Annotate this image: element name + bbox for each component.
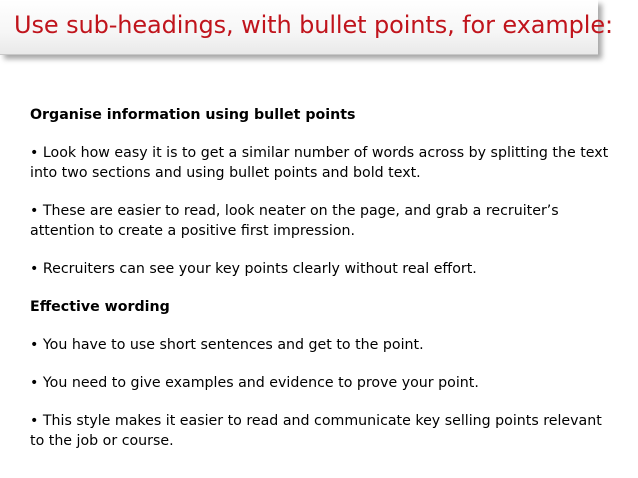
slide-body	[30, 105, 615, 451]
title-bar	[0, 0, 613, 55]
bullet-item: • These are easier to read, look neater on the page, and grab a recruiter’s attention to create a positive first impression.	[30, 203, 559, 239]
bullet-item: • This style makes it easier to read and communicate key selling points relevant to the job or course.	[30, 413, 602, 449]
bullet-item: • You have to use short sentences and get to the point.	[30, 337, 424, 353]
bullet-item: • Recruiters can see your key points clearly without real effort.	[30, 261, 477, 277]
section-heading-organise: Organise information using bullet points	[30, 107, 356, 123]
bullet-item: • You need to give examples and evidence to prove your point.	[30, 375, 479, 391]
slide-title: Use sub-headings, with bullet points, for example:	[14, 11, 613, 39]
bullet-item: • Look how easy it is to get a similar number of words across by splitting the text into two sections and using bullet points and bold text.	[30, 145, 609, 181]
section-heading-effective-wording: Effective wording	[30, 299, 170, 315]
